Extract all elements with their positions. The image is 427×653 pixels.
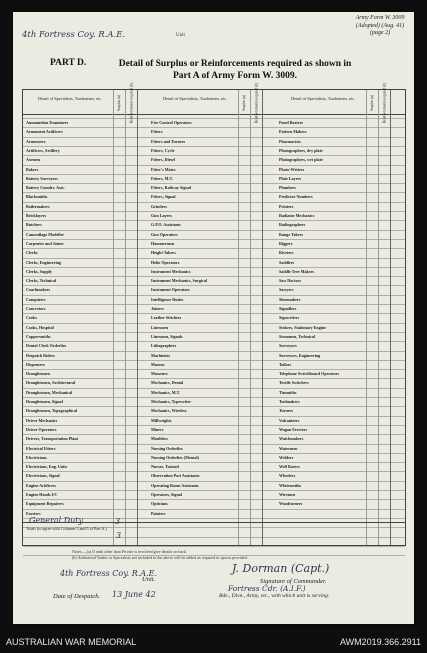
totals-surplus: 3 xyxy=(116,531,122,540)
trade-row-label: Masseurs xyxy=(151,371,168,377)
formation-label: Bde., Divn., Army, etc., with which unit is serving. xyxy=(219,593,330,599)
trade-row-label: Electrical Fitters xyxy=(26,445,56,451)
column-divider xyxy=(125,90,126,545)
trade-row-label: Whitesmiths xyxy=(279,482,302,488)
trade-row-label: Toolmakers xyxy=(279,399,300,404)
trade-row-label: Electricians xyxy=(26,454,47,460)
trade-row-label: Wagon Erectors xyxy=(279,426,308,432)
trade-row-label: Clerks, Technical xyxy=(26,278,57,284)
trade-row-label: Boilermakers xyxy=(26,203,50,209)
trade-row-label: Photo-Writers xyxy=(279,166,305,172)
trade-row-label: Riveters xyxy=(279,250,294,256)
title-line2: Part A of Army Form W. 3009. xyxy=(172,71,297,81)
trade-row-label: Predictor Numbers xyxy=(279,194,313,200)
trade-row-label: Observation Post Assistants xyxy=(151,473,200,479)
trade-row-label: Clerks xyxy=(26,250,38,256)
trade-row-label: Mechanics, Dental xyxy=(151,380,184,386)
general-duty-surplus: 3 xyxy=(115,516,121,526)
form-title xyxy=(104,58,366,82)
trade-row-label: Miners xyxy=(151,426,164,432)
trade-row-label: Textile Switchers xyxy=(279,380,309,386)
trade-row-label: Saddle Tree Makers xyxy=(279,268,315,274)
column-divider xyxy=(137,90,138,545)
trade-row-label: Fitters and Turners xyxy=(151,138,186,144)
trade-row-label: Nurses, Trained xyxy=(151,464,179,470)
title-line1: Detail of Surplus or Reinforcements required as shown in xyxy=(118,59,352,69)
header-reinforcements-text: Reinforcements required (b) xyxy=(129,82,133,124)
trade-row-label: Fitters xyxy=(151,129,163,135)
trade-row-label: Coppersmiths xyxy=(26,333,51,339)
trade-row-label: Equipment Repairers xyxy=(26,501,64,507)
row-rule xyxy=(23,546,405,547)
trade-row-label: Draughtsmen, Architectural xyxy=(26,380,76,386)
trade-row-label: Operators, Signal xyxy=(151,492,182,497)
trade-row-label: Mechanics, Wireless xyxy=(151,408,187,414)
trade-row-label: Axemen xyxy=(26,157,41,163)
trade-row-label: Dispensers xyxy=(26,361,45,367)
trade-row-label: Fitters, Railway Signal xyxy=(151,185,191,191)
trade-row-label: Artificers, Artillery xyxy=(26,147,60,153)
trade-row-label: Pattern Makers xyxy=(279,129,307,135)
trade-row-label: Electricians, Signal xyxy=(26,473,60,479)
trade-row-label: Fitters, M.T. xyxy=(151,175,173,181)
trade-row-label: Plumbers xyxy=(279,185,296,191)
trade-row-label: Tinsmiths xyxy=(279,389,297,395)
trade-row-label: Operating Room Assistants xyxy=(151,482,199,488)
header-reinforcements-text: Reinforcements required (b) xyxy=(382,82,386,124)
trade-row-label: Printers xyxy=(279,203,294,209)
trade-row-label: Fitter's Mates xyxy=(151,166,176,172)
trade-row-label: Dental Clerk Orderlies xyxy=(26,343,67,349)
trade-row-label: Lithographers xyxy=(151,343,177,349)
header-col-label: Detail of Specialists, Tradesmen, etc. xyxy=(163,96,227,101)
trade-row-label: Instrument Operators xyxy=(151,287,190,293)
trade-row-label: Coachmakers xyxy=(26,287,51,293)
trade-row-label: Camouflage Modeller xyxy=(26,231,65,237)
trade-row-label: Plate Layers xyxy=(279,175,301,181)
trade-row-label: Panel Beaters xyxy=(279,120,303,125)
trade-row-label: Photographers, dry plate xyxy=(279,147,323,153)
trade-row-label: Sawyers xyxy=(279,287,294,293)
trade-row-label: G.P.O. Assistants xyxy=(151,222,181,228)
trade-row-label: Machinists xyxy=(151,352,171,358)
trade-row-label: Shoemakers xyxy=(279,296,301,302)
trade-row-label: Butchers xyxy=(26,222,42,228)
trade-row-label: Millwrights xyxy=(151,417,172,423)
unit-handwriting: 4th Fortress Coy. R.A.E. xyxy=(22,30,126,40)
trade-row-label: Grinders xyxy=(151,203,167,209)
trade-row-label: Saddlers xyxy=(279,259,295,265)
despatch-label: Date of Despatch. xyxy=(53,593,101,600)
trade-row-label: Draughtsmen, Mechanical xyxy=(26,389,73,395)
trade-row-label: Photographers, wet plate xyxy=(279,157,323,163)
trade-row-label: Bricklayers xyxy=(26,213,47,218)
unit-handwritten-bottom: 4th Fortress Coy. R.A.E. xyxy=(60,569,158,578)
trade-row-label: Tailors xyxy=(279,361,292,367)
trade-row-label: Signallers xyxy=(279,306,297,311)
trade-row-label: Gun Operators xyxy=(151,231,178,237)
trade-row-label: Radiator Mechanics xyxy=(279,213,315,218)
trade-row-label: Cooks xyxy=(26,315,37,321)
trade-row-label: Battery Surveyors xyxy=(26,175,58,181)
trade-row-label: Bakers xyxy=(26,166,39,172)
trade-row-label: Surveyors xyxy=(279,343,297,349)
trade-row-label: Battery Comdrs. Asst. xyxy=(26,185,65,191)
column-divider xyxy=(366,90,367,545)
trade-row-label: Watermen xyxy=(279,445,298,451)
trade-row-label: Blacksmiths xyxy=(26,194,48,200)
note-b: (b) Authorised Trades or Specialists not included in the above will be added as required in spaces provided. xyxy=(72,555,248,560)
trade-row-label: Leather Stitchers xyxy=(151,315,182,321)
header-surplus xyxy=(239,92,249,114)
trade-row-label: Masons xyxy=(151,361,165,367)
general-duty-entry: General Duty xyxy=(29,515,84,525)
trade-row-label: Saw Doctors xyxy=(279,278,301,284)
trade-row-label: Helio Operators xyxy=(151,259,180,265)
form-ref-line3: (page 2) xyxy=(369,30,391,36)
trade-row-label: Fitters, Diesel xyxy=(151,157,176,163)
header-reinforcements xyxy=(379,82,389,124)
trade-row-label: Vulcanizers xyxy=(279,417,300,423)
trade-row-label: Despatch Riders xyxy=(26,352,55,358)
trade-row-label: Welders xyxy=(279,454,294,460)
form-reference xyxy=(345,15,415,38)
trade-row-label: Armourers xyxy=(26,138,46,144)
trade-row-label: Radiographers xyxy=(279,222,306,228)
trade-row-label: Gun Layers xyxy=(151,213,172,218)
column-divider xyxy=(250,90,251,545)
archive-name: AUSTRALIAN WAR MEMORIAL xyxy=(6,637,137,647)
trade-row-label: Mechanics, Typewriter xyxy=(151,399,192,404)
trade-row-label: Wiremen xyxy=(279,492,296,497)
header-col-label: Detail of Specialists, Tradesmen, etc. xyxy=(38,96,102,101)
trade-row-label: Intelligence Duties xyxy=(151,296,184,302)
commander-signature: J. Dorman (Capt.) xyxy=(232,562,330,575)
trade-row-label: Nursing Orderlies (Mental) xyxy=(151,454,199,460)
trade-row-label: Joiners xyxy=(151,306,164,311)
header-surplus-text: Surplus (a) xyxy=(370,95,374,111)
trade-row-label: Electricians, Eng. Units xyxy=(26,464,68,470)
trade-row-label: Ammunition Examiners xyxy=(26,120,69,125)
trade-row-label: Painters xyxy=(151,510,166,516)
column-divider xyxy=(113,90,114,545)
formation-handwritten: Fortress Cdr. (A.I.F.) xyxy=(228,584,306,593)
trade-row-label: Stokers, Stationary Engine xyxy=(279,324,326,330)
trade-row-label: Fitters, Cycle xyxy=(151,147,175,153)
trade-row-label: Riggers xyxy=(279,240,293,246)
trade-row-label: Watchmakers xyxy=(279,436,304,442)
header-surplus-text: Surplus (a) xyxy=(242,95,246,111)
trade-row-label: Draughtsmen, Signal xyxy=(26,399,63,404)
trade-row-label: Height Takers xyxy=(151,250,176,256)
trade-row-label: Fitters, Signal xyxy=(151,194,176,200)
header-surplus-text: Surplus (a) xyxy=(117,95,121,111)
trade-row-label: Wheelers xyxy=(279,473,296,479)
trade-row-label: Stenomen, Technical xyxy=(279,333,315,339)
trade-row-label: Well Borers xyxy=(279,464,300,470)
trade-row-label: Pharmacists xyxy=(279,138,301,144)
trade-row-label: Woodturners xyxy=(279,501,303,507)
trade-row-label: Nursing Orderlies xyxy=(151,445,183,451)
trade-row-label: Telephone Switchboard Operators xyxy=(279,371,340,377)
row-rule xyxy=(23,537,405,538)
archive-footer xyxy=(0,633,427,653)
trade-row-label: Surveyors, Engineering xyxy=(279,352,321,358)
note-a: Notes.—(a) If rank other than Private is involved give details on back. xyxy=(72,549,188,554)
trade-row-label: Hammermen xyxy=(151,240,175,246)
archive-accession: AWM2019.366.2911 xyxy=(339,637,421,647)
trade-row-label: Instrument Mechanics xyxy=(151,268,191,274)
trade-row-label: Linesmen xyxy=(151,324,169,330)
trade-row-label: Linesmen, Signals xyxy=(151,333,183,339)
trade-row-label: Driver Operators xyxy=(26,426,57,432)
trade-row-label: Range Takers xyxy=(279,231,303,237)
trade-row-label: Drivers, Transportation Plant xyxy=(26,436,79,442)
trade-row-label: Cooks, Hospital xyxy=(26,324,54,330)
totals-rule xyxy=(23,522,405,523)
trade-row-label: Clerks, Engineering xyxy=(26,259,62,265)
despatch-date: 13 June 42 xyxy=(112,590,156,599)
trade-row-label: Engine Hands I/C xyxy=(26,492,58,497)
trade-row-label: Moulders xyxy=(151,436,168,442)
header-surplus xyxy=(114,92,124,114)
trade-row-label: Engine Artificers xyxy=(26,482,56,488)
form-ref-line1: Army Form W. 3009 xyxy=(355,15,405,21)
trade-row-label: Farriers xyxy=(26,510,41,516)
trade-row-label: Driver Mechanics xyxy=(26,417,58,423)
trade-row-label: Fire Control Operators xyxy=(151,120,192,125)
trade-row-label: Opticians xyxy=(151,501,168,507)
part-label: PART D. xyxy=(50,58,87,68)
header-surplus xyxy=(367,92,377,114)
trade-row-label: Signwriters xyxy=(279,315,300,321)
column-divider xyxy=(390,90,391,545)
specialists-table xyxy=(22,82,406,546)
signature-label: Signature of Commander. xyxy=(260,578,327,585)
trade-row-label: Mechanics, M.T. xyxy=(151,389,181,395)
unit-suffix-label: Unit xyxy=(176,33,185,38)
form-ref-line2: (Adopted) (Aug. 41) xyxy=(355,22,405,29)
trade-row-label: Carpenter and Joiner xyxy=(26,240,64,246)
trade-row-label: Armament Artificers xyxy=(26,129,63,135)
totals-label: Totals (to agree with Columns 3 and 5 of Part A.) xyxy=(26,526,107,531)
unit-label: Unit. xyxy=(142,576,156,583)
column-divider xyxy=(262,90,263,545)
table-header xyxy=(23,90,405,115)
trade-row-label: Draughtsmen xyxy=(26,371,50,377)
trade-row-label: Clerks, Supply xyxy=(26,268,52,274)
header-col-label: Detail of Specialists, Tradesmen, etc. xyxy=(291,96,355,101)
header-reinforcements xyxy=(251,82,261,124)
column-divider xyxy=(378,90,379,545)
trade-row-label: Concretors xyxy=(26,306,46,311)
trade-row-label: Turners xyxy=(279,408,293,414)
header-reinforcements xyxy=(126,82,136,124)
header-reinforcements-text: Reinforcements required (b) xyxy=(254,82,258,124)
trade-row-label: Instrument Mechanics, Surgical xyxy=(151,278,208,284)
trade-row-label: Computers xyxy=(26,296,46,302)
column-divider xyxy=(238,90,239,545)
trade-row-label: Draughtsmen, Topographical xyxy=(26,408,78,414)
